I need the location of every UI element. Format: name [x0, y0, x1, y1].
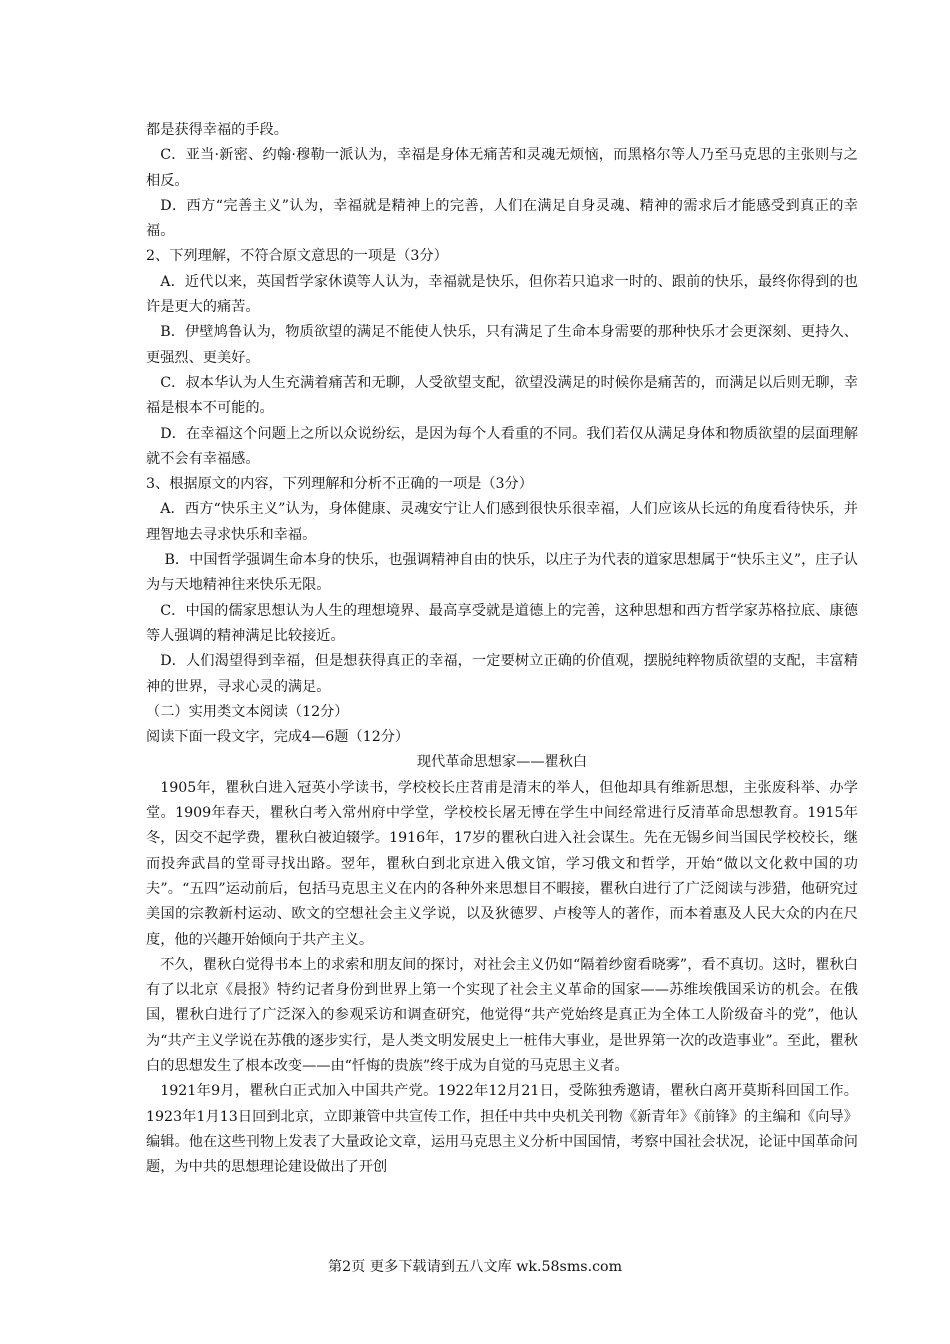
option-2b: B．伊壁鸠鲁认为，物质欲望的满足不能使人快乐，只有满足了生命本身需要的那种快乐才会更深刻、更持久、更强烈、更美好。	[146, 324, 858, 366]
option-2a: A．近代以来，英国哲学家休谟等人认为，幸福就是快乐，但你若只追求一时的、跟前的快乐，最终你得到的也许是更大的痛苦。	[146, 273, 858, 316]
document-body	[146, 118, 858, 1180]
article-paragraph-2: 不久，瞿秋白觉得书本上的求索和朋友间的探讨，对社会主义仍如“隔着纱窗看晓雾”，看不真切。这时，瞿秋白有了以北京《晨报》特约记者身份到世界上第一个实现了社会主义革命的国家——苏维埃俄国采访的机会。在俄国，瞿秋白进行了广泛深入的参观采访和调查研究，他觉得“共产党始终是真正为全体工人阶级奋斗的党”，他认为“共产主义学说在苏俄的逐步实行，是人类文明发展史上一桩伟大事业，是世界第一次的改造事业”。至此，瞿秋白的思想发生了根本改变——由“忏悔的贵族”终于成为自觉的马克思主义者。	[146, 956, 858, 1074]
option-3d: D．人们渴望得到幸福，但是想获得真正的幸福，一定要树立正确的价值观，摆脱纯粹物质欲望的支配，丰富精神的世界，寻求心灵的满足。	[146, 653, 858, 695]
option-3b: B．中国哲学强调生命本身的快乐，也强调精神自由的快乐，以庄子为代表的道家思想属于“快乐主义”，庄子认为与天地精神往来快乐无限。	[146, 552, 858, 594]
option-2d: D．在幸福这个问题上之所以众说纷纭，是因为每个人看重的不同。我们若仅从满足身体和物质欲望的层面理解就不会有幸福感。	[146, 425, 858, 467]
option-1d: D．西方“完善主义”认为，幸福就是精神上的完善，人们在满足自身灵魂、精神的需求后才能感受到真正的幸福。	[146, 197, 858, 240]
reading-instruction: 阅读下面一段文字，完成4—6题（12分）	[146, 729, 410, 746]
article-title: 现代革命思想家——瞿秋白	[416, 754, 588, 771]
question-3: 3、根据原文的内容，下列理解和分析不正确的一项是（3分）	[146, 476, 533, 493]
article-paragraph-3: 1921年9月，瞿秋白正式加入中国共产党。1922年12月21日，受陈独秀邀请，瞿秋白离开莫斯科回国工作。1923年1月13日回到北京，立即兼管中共宣传工作，担任中共中央机关刊物《新青年》《前锋》的主编和《向导》编辑。他在这些刊物上发表了大量政论文章，运用马克思主义分析中国国情，考察中国社会状况，论证中国革命问题，为中共的思想理论建设做出了开创	[146, 1083, 858, 1176]
option-1c: C．亚当·新密、约翰·穆勒一派认为，幸福是身体无痛苦和灵魂无烦恼，而黑格尔等人乃至马克思的主张则与之相反。	[146, 147, 858, 189]
section-heading: （二）实用类文本阅读（12分）	[146, 703, 349, 720]
paragraph-continuation: 都是获得幸福的手段。	[146, 122, 288, 138]
option-3c: C．中国的儒家思想认为人生的理想境界、最高享受就是道德上的完善，这种思想和西方哲学家苏格拉底、康德等人强调的精神满足比较接近。	[146, 602, 858, 644]
article-paragraph-1: 1905年，瞿秋白进入冠英小学读书，学校校长庄苕甫是清末的举人，但他却具有维新思想，主张废科举、办学堂。1909年春天，瞿秋白考入常州府中学堂，学校校长屠无博在学生中间经常进行反清革命思想教育。1915年冬，因交不起学费，瞿秋白被迫辍学。1916年，17岁的瞿秋白进入社会谋生。先在无锡乡间当国民学校校长，继而投奔武昌的堂哥寻找出路。翌年，瞿秋白到北京进入俄文馆，学习俄文和哲学，开始“做以文化救中国的功夫”。“五四”运动前后，包括马克思主义在内的各种外来思想目不暇接，瞿秋白进行了广泛阅读与涉猎，他研究过美国的宗教新村运动、欧文的空想社会主义学说，以及狄德罗、卢梭等人的著作，而本着惠及人民大众的内在尺度，他的兴趣开始倾向于共产主义。	[146, 779, 858, 948]
page-footer: 第2页 更多下载请到五八文库 wk.58sms.com	[327, 1259, 623, 1275]
question-2: 2、下列理解，不符合原文意思的一项是（3分）	[146, 248, 448, 265]
option-2c: C．叔本华认为人生充满着痛苦和无聊，人受欲望支配，欲望没满足的时候你是痛苦的，而满足以后则无聊，幸福是根本不可能的。	[146, 374, 858, 417]
option-3a: A．西方“快乐主义”认为，身体健康、灵魂安宁让人们感到很快乐很幸福，人们应该从长远的角度看待快乐，并理智地去寻求快乐和幸福。	[146, 501, 858, 543]
